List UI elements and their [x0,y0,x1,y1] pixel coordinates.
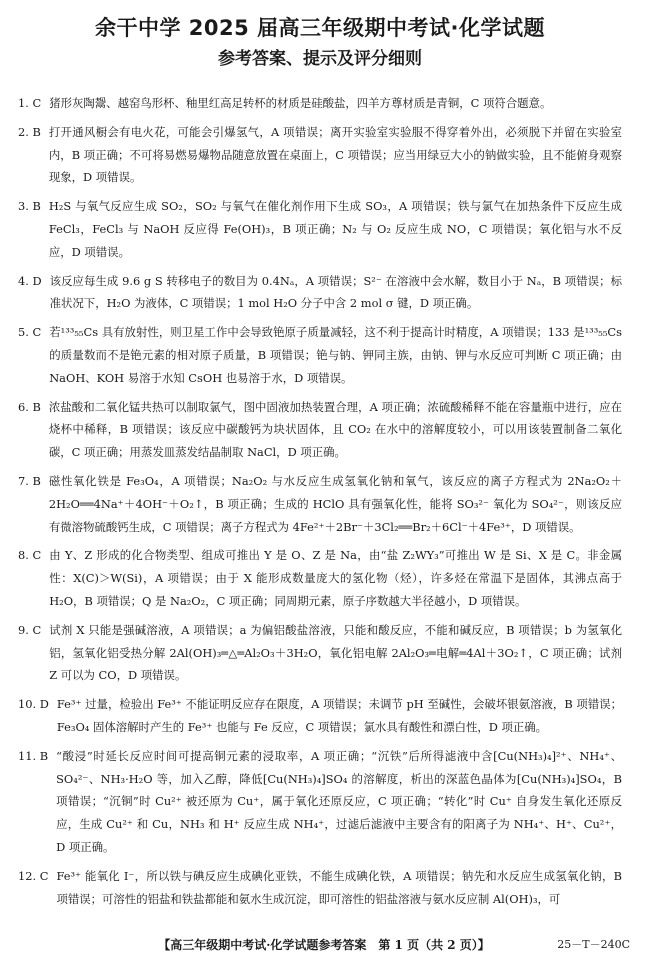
footer-page-info: 【高三年级期中考试·化学试题参考答案 第 1 页（共 2 页）】 [158,938,490,952]
answer-explanation: 打开通风橱会有电火花，可能会引爆氢气，A 项错误；离开实验室实验服不得穿着外出，必须脱下并留在实验室内，B 项正确；不可将易燃易爆物品随意放置在桌面上，C 项错误；应当用绿豆大小的钠做实验，且不能俯身观察现象，D 项错误。 [48,124,622,185]
answer-number: 8. C [18,548,42,563]
answer-number: 5. C [18,325,42,340]
answer-item-10 [18,693,622,739]
answer-number: 2. B [18,124,41,139]
document-title: 余干中学 2025 届高三年级期中考试·化学试题 [94,16,546,40]
answer-explanation: Fe³⁺ 能氧化 I⁻，所以铁与碘反应生成碘化亚铁，不能生成碘化铁，A 项错误；钠先和水反应生成氢氧化钠，B 项错误；可溶性的铝盐和铁盐都能和氨水生成沉淀，即可溶性的铝盐溶液与氨水反应制 Al(OH)₃，可 [56,868,622,906]
answer-item-9 [18,619,622,687]
footer-doc-code: 25－T－240C [557,938,630,951]
answer-number: 9. C [18,622,42,637]
answer-item-2 [18,121,622,189]
answer-explanation: 若¹³³₅₅Cs 具有放射性，则卫星工作中会导致铯原子质量减轻，这不利于提高计时精度，A 项错误；133 是¹³³₅₅Cs的质量数而不是铯元素的相对原子质量，B 项错误；铯与钠、钾同主族，由钠、钾与水反应可判断 C 项正确；由 NaOH、KOH 易溶于水知 CsOH 也易溶于水，D 项错误。 [49,325,622,385]
answer-explanation: “酸浸”时延长反应时间可提高铜元素的浸取率，A 项正确；“沉铁”后所得滤液中含[Cu(NH₃)₄]²⁺、NH₄⁺、SO₄²⁻、NH₃·H₂O 等，加入乙醇，降低[Cu(NH₃)₄]SO₄ 的溶解度，析出的深蓝色晶体为[Cu(NH₃)₄]SO₄，B 项错误；“沉铜”时 Cu²⁺ 被还原为 Cu⁺，属于氧化还原反应，C 项正确；“转化”时 Cu⁺ 自身发生氧化还原反应，生成 Cu²⁺ 和 Cu，NH₃ 和 H⁺ 反应生成 NH₄⁺，过滤后滤液中主要含有的阳离子为 NH₄⁺、H⁺、Cu²⁺，D 项正确。 [56,748,622,854]
answer-number: 1. C [18,96,42,110]
answer-explanation: H₂S 与氧气反应生成 SO₂，SO₂ 与氧气在催化剂作用下生成 SO₃，A 项错误；铁与氯气在加热条件下反应生成 FeCl₃，FeCl₃ 与 NaOH 反应得 Fe(OH)₃，B 项正确；N₂ 与 O₂ 反应生成 NO，C 项错误；氧化铝与水不反应，D 项错误。 [48,199,622,259]
answer-item-7 [18,470,622,538]
answer-item-3 [18,195,622,263]
answer-number: 4. D [18,273,42,288]
answer-number: 11. B [18,748,49,763]
answer-item-12 [18,865,622,911]
answer-number: 7. B [18,473,41,488]
answer-item-1 [18,92,622,115]
answer-explanation: Fe³⁺ 过量，检验出 Fe³⁺ 不能证明反应存在限度，A 项错误；未调节 pH 至碱性，会破坏银氨溶液，B 项错误；Fe₃O₄ 固体溶解时产生的 Fe³⁺ 也能与 Fe 反应，C 项错误；氯水具有酸性和漂白性，D 项正确。 [56,697,622,734]
answer-explanation: 试剂 X 只能是强碱溶液，A 项错误；a 为偏铝酸盐溶液，只能和酸反应，不能和碱反应，B 项错误；b 为氢氧化铝，氢氧化铝受热分解 2Al(OH)₃═△═Al₂O₃＋3H₂O，氧化铝电解 2Al₂O₃═电解═4Al＋3O₂↑，C 项正确；试剂 Z 可以为 CO，D 项错误。 [49,622,622,683]
answer-number: 10. D [18,697,49,712]
answer-explanation: 磁性氧化铁是 Fe₃O₄，A 项错误；Na₂O₂ 与水反应生成氢氧化钠和氧气，该反应的离子方程式为 2Na₂O₂＋2H₂O══4Na⁺＋4OH⁻＋O₂↑，B 项正确；生成的 HClO 具有强氧化性，能将 SO₃²⁻ 氧化为 SO₄²⁻，则该反应有微溶物硫酸钙生成，C 项错误；离子方程式为 4Fe²⁺＋2Br⁻＋3Cl₂══Br₂＋6Cl⁻＋4Fe³⁺，D 项错误。 [48,473,622,534]
answer-number: 3. B [18,199,41,214]
answer-item-11 [18,745,622,859]
answer-number: 6. B [18,399,41,414]
answer-explanation: 浓盐酸和二氧化锰共热可以制取氯气，图中固液加热装置合理，A 项正确；浓硫酸稀释不能在容量瓶中进行，应在烧杯中稀释，B 项错误；该反应中碳酸钙为块状固体，且 CO₂ 在水中的溶解度较小，可以用该装置制备二氧化碳，C 项正确；用蒸发皿蒸发结晶制取 NaCl，D 项正确。 [48,399,622,460]
page-footer [0,936,648,960]
answer-list [18,92,622,910]
answer-item-4 [18,270,622,316]
answer-explanation: 由 Y、Z 形成的化合物类型、组成可推出 Y 是 O、Z 是 Na，由“盐 Z₂WY₃”可推出 W 是 Si、X 是 C。非金属性：X(C)＞W(Si)，A 项错误；由于 X 能形成数量庞大的氢化物（烃），许多烃在常温下是固体，其沸点高于 H₂O，B 项错误；Q 是 Na₂O₂，C 项正确；同周期元素，原子序数越大半径越小，D 项错误。 [49,548,622,608]
answer-explanation: 猪形灰陶鬶、越窑鸟形杯、釉里红高足转杯的材质是硅酸盐，四羊方尊材质是青铜，C 项符合题意。 [49,96,552,110]
answer-item-5 [18,321,622,389]
answer-item-6 [18,396,622,464]
answer-explanation: 该反应每生成 9.6 g S 转移电子的数目为 0.4Nₐ，A 项错误；S²⁻ 在溶液中会水解，数目小于 Nₐ，B 项错误；标准状况下，H₂O 为液体，C 项错误；1 mol H₂O 分子中含 2 mol σ 键，D 项正确。 [49,273,622,311]
answer-number: 12. C [18,868,49,883]
answer-item-8 [18,544,622,612]
document-subtitle: 参考答案、提示及评分细则 [218,49,422,69]
